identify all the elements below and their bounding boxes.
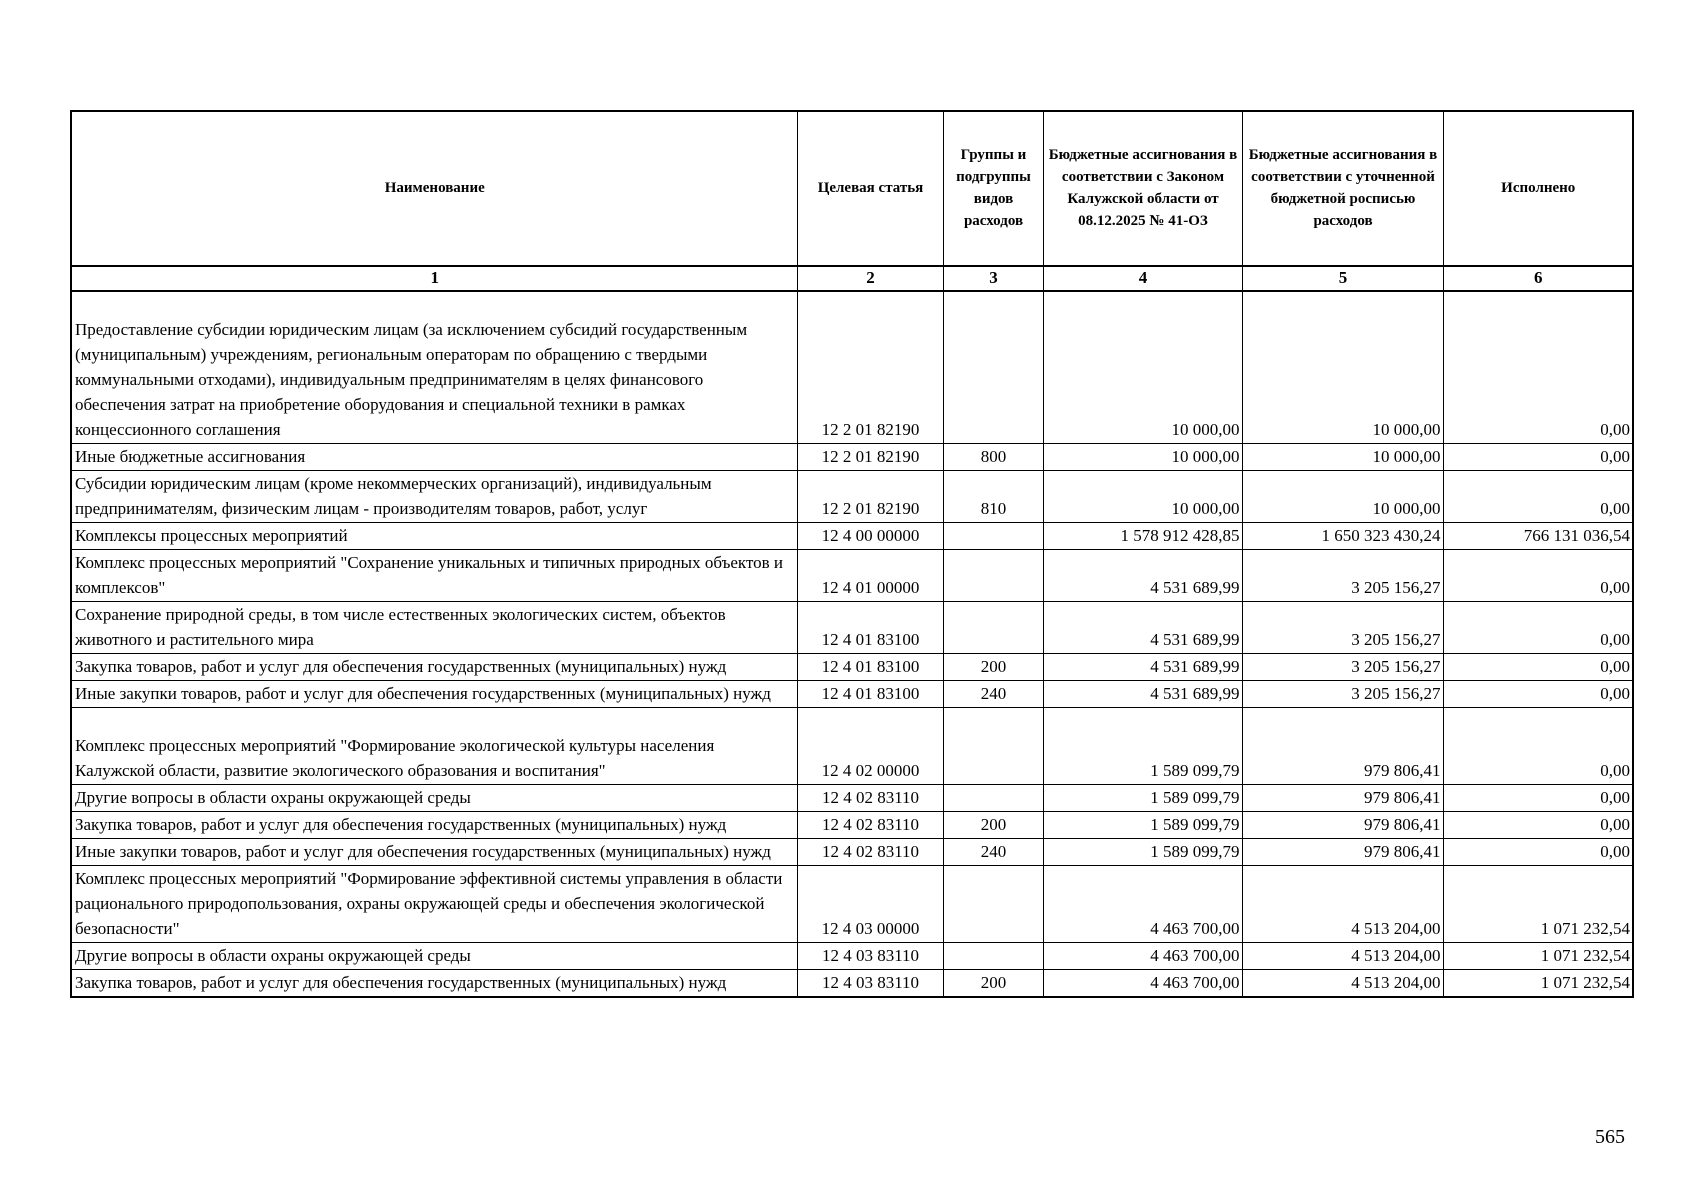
- executed-value-text: 0,00: [1600, 499, 1630, 518]
- executed-value: [1443, 785, 1633, 812]
- target-article-code: [797, 812, 943, 839]
- refined-allocation-value: [1242, 444, 1443, 471]
- expense-group-code-text: 240: [980, 842, 1007, 861]
- law-allocation-value-text: 10 000,00: [1171, 420, 1240, 439]
- table-row: [71, 970, 1633, 998]
- row-name: [71, 812, 797, 839]
- header-target-article: Целевая статья: [797, 111, 943, 266]
- table-row: [71, 866, 1633, 943]
- expense-group-code: [943, 471, 1043, 523]
- table-row: [71, 654, 1633, 681]
- law-allocation-value: [1043, 785, 1242, 812]
- refined-allocation-value: [1242, 970, 1443, 998]
- refined-allocation-value: [1242, 812, 1443, 839]
- executed-value: [1443, 943, 1633, 970]
- executed-value: [1443, 654, 1633, 681]
- column-number: 2: [797, 266, 943, 291]
- executed-value-text: 1 071 232,54: [1540, 946, 1630, 965]
- expense-group-code: [943, 866, 1043, 943]
- executed-value-text: 0,00: [1600, 420, 1630, 439]
- target-article-code: [797, 444, 943, 471]
- refined-allocation-value-text: 3 205 156,27: [1351, 630, 1441, 649]
- executed-value: [1443, 708, 1633, 785]
- row-name-text: Комплекс процессных мероприятий "Формирование экологической культуры населения Калужской области, развитие экологического образования и воспитания": [75, 736, 715, 780]
- row-name-text: Сохранение природной среды, в том числе естественных экологических систем, объектов животного и растительного мира: [75, 605, 726, 649]
- row-name-text: Закупка товаров, работ и услуг для обеспечения государственных (муниципальных) нужд: [75, 657, 727, 676]
- row-name: [71, 602, 797, 654]
- law-allocation-value: [1043, 471, 1242, 523]
- table-body: [71, 291, 1633, 997]
- expense-group-code: [943, 291, 1043, 444]
- column-number: 5: [1242, 266, 1443, 291]
- row-name-text: Комплекс процессных мероприятий "Формирование эффективной системы управления в области рационального природопользования, охраны окружающей среды и обеспечения экологической безопасности": [75, 869, 783, 938]
- budget-table: [70, 110, 1634, 998]
- law-allocation-value: [1043, 654, 1242, 681]
- law-allocation-value: [1043, 444, 1242, 471]
- refined-allocation-value: [1242, 471, 1443, 523]
- law-allocation-value: [1043, 550, 1242, 602]
- target-article-code-text: 12 4 02 00000: [821, 761, 920, 780]
- row-name-text: Предоставление субсидии юридическим лицам (за исключением субсидий государственным (муниципальным) учреждениям, региональным операторам по обращению с твердыми коммунальными отходами), индивидуальным предпринимателям в целях финансового обеспечения затрат на приобретение оборудования и специальной техники в рамках концессионного соглашения: [75, 320, 748, 439]
- table-row: [71, 602, 1633, 654]
- row-name-text: Иные бюджетные ассигнования: [75, 447, 306, 466]
- expense-group-code-text: 200: [980, 657, 1007, 676]
- header-row: [71, 111, 1633, 266]
- expense-group-code-text: 800: [980, 447, 1007, 466]
- law-allocation-value-text: 4 463 700,00: [1150, 973, 1240, 992]
- column-number: 4: [1043, 266, 1242, 291]
- refined-allocation-value: [1242, 523, 1443, 550]
- refined-allocation-value-text: 4 513 204,00: [1351, 973, 1441, 992]
- row-name: [71, 943, 797, 970]
- row-name: [71, 708, 797, 785]
- table-row: [71, 839, 1633, 866]
- target-article-code: [797, 550, 943, 602]
- executed-value: [1443, 444, 1633, 471]
- law-allocation-value-text: 4 531 689,99: [1150, 657, 1240, 676]
- target-article-code: [797, 654, 943, 681]
- target-article-code: [797, 866, 943, 943]
- executed-value: [1443, 471, 1633, 523]
- executed-value: [1443, 866, 1633, 943]
- table-row: [71, 444, 1633, 471]
- executed-value-text: 0,00: [1600, 761, 1630, 780]
- expense-group-code: [943, 550, 1043, 602]
- refined-allocation-value-text: 979 806,41: [1364, 761, 1441, 780]
- expense-group-code: [943, 602, 1043, 654]
- refined-allocation-value-text: 10 000,00: [1372, 420, 1441, 439]
- executed-value-text: 766 131 036,54: [1523, 526, 1630, 545]
- law-allocation-value: [1043, 523, 1242, 550]
- executed-value: [1443, 291, 1633, 444]
- expense-group-code: [943, 654, 1043, 681]
- row-name: [71, 291, 797, 444]
- refined-allocation-value: [1242, 943, 1443, 970]
- refined-allocation-value: [1242, 654, 1443, 681]
- expense-group-code: [943, 970, 1043, 998]
- row-name-text: Комплекс процессных мероприятий "Сохранение уникальных и типичных природных объектов и комплексов": [75, 553, 784, 597]
- row-name: [71, 839, 797, 866]
- expense-group-code: [943, 444, 1043, 471]
- refined-allocation-value-text: 3 205 156,27: [1351, 657, 1441, 676]
- executed-value-text: 0,00: [1600, 578, 1630, 597]
- target-article-code-text: 12 4 03 83110: [821, 973, 920, 992]
- target-article-code-text: 12 4 03 00000: [821, 919, 920, 938]
- refined-allocation-value-text: 3 205 156,27: [1351, 684, 1441, 703]
- header-executed: Исполнено: [1443, 111, 1633, 266]
- executed-value: [1443, 839, 1633, 866]
- refined-allocation-value-text: 10 000,00: [1372, 447, 1441, 466]
- law-allocation-value-text: 10 000,00: [1171, 499, 1240, 518]
- row-name: [71, 523, 797, 550]
- refined-allocation-value: [1242, 839, 1443, 866]
- law-allocation-value-text: 1 578 912 428,85: [1120, 526, 1240, 545]
- refined-allocation-value-text: 4 513 204,00: [1351, 919, 1441, 938]
- target-article-code: [797, 602, 943, 654]
- column-number: 1: [71, 266, 797, 291]
- target-article-code: [797, 839, 943, 866]
- law-allocation-value-text: 4 531 689,99: [1150, 684, 1240, 703]
- row-name-text: Комплексы процессных мероприятий: [75, 526, 348, 545]
- header-name: Наименование: [71, 111, 797, 266]
- page-number: 565: [1595, 1126, 1625, 1148]
- law-allocation-value: [1043, 602, 1242, 654]
- table-row: [71, 943, 1633, 970]
- column-number-row: [71, 266, 1633, 291]
- refined-allocation-value-text: 979 806,41: [1364, 788, 1441, 807]
- executed-value-text: 1 071 232,54: [1540, 973, 1630, 992]
- row-name: [71, 471, 797, 523]
- law-allocation-value-text: 4 463 700,00: [1150, 919, 1240, 938]
- law-allocation-value-text: 4 531 689,99: [1150, 578, 1240, 597]
- table-row: [71, 471, 1633, 523]
- refined-allocation-value-text: 1 650 323 430,24: [1321, 526, 1441, 545]
- refined-allocation-value-text: 979 806,41: [1364, 815, 1441, 834]
- refined-allocation-value-text: 10 000,00: [1372, 499, 1441, 518]
- refined-allocation-value: [1242, 291, 1443, 444]
- expense-group-code-text: 810: [980, 499, 1007, 518]
- refined-allocation-value: [1242, 602, 1443, 654]
- refined-allocation-value: [1242, 550, 1443, 602]
- law-allocation-value: [1043, 681, 1242, 708]
- expense-group-code: [943, 839, 1043, 866]
- table-row: [71, 812, 1633, 839]
- law-allocation-value: [1043, 812, 1242, 839]
- row-name-text: Иные закупки товаров, работ и услуг для обеспечения государственных (муниципальных) нужд: [75, 842, 771, 861]
- row-name: [71, 785, 797, 812]
- row-name-text: Субсидии юридическим лицам (кроме некоммерческих организаций), индивидуальным предпринимателям, физическим лицам - производителям товаров, работ, услуг: [75, 474, 712, 518]
- expense-group-code-text: 200: [980, 815, 1007, 834]
- law-allocation-value-text: 1 589 099,79: [1150, 815, 1240, 834]
- target-article-code: [797, 523, 943, 550]
- refined-allocation-value-text: 3 205 156,27: [1351, 578, 1441, 597]
- target-article-code-text: 12 2 01 82190: [821, 447, 920, 466]
- law-allocation-value-text: 1 589 099,79: [1150, 842, 1240, 861]
- target-article-code: [797, 681, 943, 708]
- table-row: [71, 523, 1633, 550]
- law-allocation-value: [1043, 839, 1242, 866]
- table-row: [71, 785, 1633, 812]
- header-law-allocations: Бюджетные ассигнования в соответствии с Законом Калужской области от 08.12.2025 № 41-ОЗ: [1043, 111, 1242, 266]
- executed-value: [1443, 523, 1633, 550]
- target-article-code: [797, 471, 943, 523]
- executed-value-text: 0,00: [1600, 684, 1630, 703]
- row-spacer: [75, 292, 795, 317]
- executed-value: [1443, 970, 1633, 998]
- target-article-code-text: 12 2 01 82190: [821, 499, 920, 518]
- executed-value-text: 1 071 232,54: [1540, 919, 1630, 938]
- expense-group-code-text: 240: [980, 684, 1007, 703]
- law-allocation-value-text: 4 531 689,99: [1150, 630, 1240, 649]
- target-article-code-text: 12 4 01 00000: [821, 578, 920, 597]
- header-expense-groups: Группы и подгруппы видов расходов: [943, 111, 1043, 266]
- law-allocation-value-text: 1 589 099,79: [1150, 788, 1240, 807]
- law-allocation-value: [1043, 866, 1242, 943]
- row-name: [71, 866, 797, 943]
- row-name: [71, 654, 797, 681]
- expense-group-code: [943, 681, 1043, 708]
- row-name-text: Другие вопросы в области охраны окружающей среды: [75, 946, 471, 965]
- refined-allocation-value: [1242, 681, 1443, 708]
- law-allocation-value: [1043, 943, 1242, 970]
- expense-group-code: [943, 812, 1043, 839]
- law-allocation-value: [1043, 291, 1242, 444]
- executed-value: [1443, 602, 1633, 654]
- target-article-code: [797, 291, 943, 444]
- executed-value-text: 0,00: [1600, 842, 1630, 861]
- row-name-text: Другие вопросы в области охраны окружающей среды: [75, 788, 471, 807]
- target-article-code-text: 12 4 01 83100: [821, 630, 920, 649]
- target-article-code: [797, 943, 943, 970]
- target-article-code: [797, 970, 943, 998]
- executed-value: [1443, 812, 1633, 839]
- row-name: [71, 550, 797, 602]
- row-name-text: Иные закупки товаров, работ и услуг для обеспечения государственных (муниципальных) нужд: [75, 684, 771, 703]
- row-name-text: Закупка товаров, работ и услуг для обеспечения государственных (муниципальных) нужд: [75, 973, 727, 992]
- executed-value: [1443, 550, 1633, 602]
- table-row: [71, 708, 1633, 785]
- target-article-code-text: 12 4 02 83110: [821, 815, 920, 834]
- executed-value-text: 0,00: [1600, 788, 1630, 807]
- executed-value-text: 0,00: [1600, 657, 1630, 676]
- expense-group-code: [943, 785, 1043, 812]
- law-allocation-value: [1043, 708, 1242, 785]
- target-article-code: [797, 785, 943, 812]
- expense-group-code-text: 200: [980, 973, 1007, 992]
- executed-value: [1443, 681, 1633, 708]
- refined-allocation-value: [1242, 866, 1443, 943]
- executed-value-text: 0,00: [1600, 447, 1630, 466]
- column-number: 6: [1443, 266, 1633, 291]
- target-article-code-text: 12 4 02 83110: [821, 788, 920, 807]
- row-name: [71, 970, 797, 998]
- row-name: [71, 681, 797, 708]
- table-row: [71, 550, 1633, 602]
- target-article-code-text: 12 4 03 83110: [821, 946, 920, 965]
- target-article-code-text: 12 2 01 82190: [821, 420, 920, 439]
- law-allocation-value: [1043, 970, 1242, 998]
- refined-allocation-value-text: 979 806,41: [1364, 842, 1441, 861]
- refined-allocation-value-text: 4 513 204,00: [1351, 946, 1441, 965]
- law-allocation-value-text: 1 589 099,79: [1150, 761, 1240, 780]
- row-name-text: Закупка товаров, работ и услуг для обеспечения государственных (муниципальных) нужд: [75, 815, 727, 834]
- column-number: 3: [943, 266, 1043, 291]
- law-allocation-value-text: 10 000,00: [1171, 447, 1240, 466]
- refined-allocation-value: [1242, 708, 1443, 785]
- target-article-code-text: 12 4 01 83100: [821, 684, 920, 703]
- table-row: [71, 681, 1633, 708]
- executed-value-text: 0,00: [1600, 815, 1630, 834]
- expense-group-code: [943, 943, 1043, 970]
- refined-allocation-value: [1242, 785, 1443, 812]
- target-article-code-text: 12 4 02 83110: [821, 842, 920, 861]
- executed-value-text: 0,00: [1600, 630, 1630, 649]
- header-refined-allocations: Бюджетные ассигнования в соответствии с уточненной бюджетной росписью расходов: [1242, 111, 1443, 266]
- expense-group-code: [943, 523, 1043, 550]
- target-article-code: [797, 708, 943, 785]
- law-allocation-value-text: 4 463 700,00: [1150, 946, 1240, 965]
- table-row: [71, 291, 1633, 444]
- target-article-code-text: 12 4 00 00000: [821, 526, 920, 545]
- expense-group-code: [943, 708, 1043, 785]
- row-spacer: [75, 708, 795, 733]
- row-name: [71, 444, 797, 471]
- target-article-code-text: 12 4 01 83100: [821, 657, 920, 676]
